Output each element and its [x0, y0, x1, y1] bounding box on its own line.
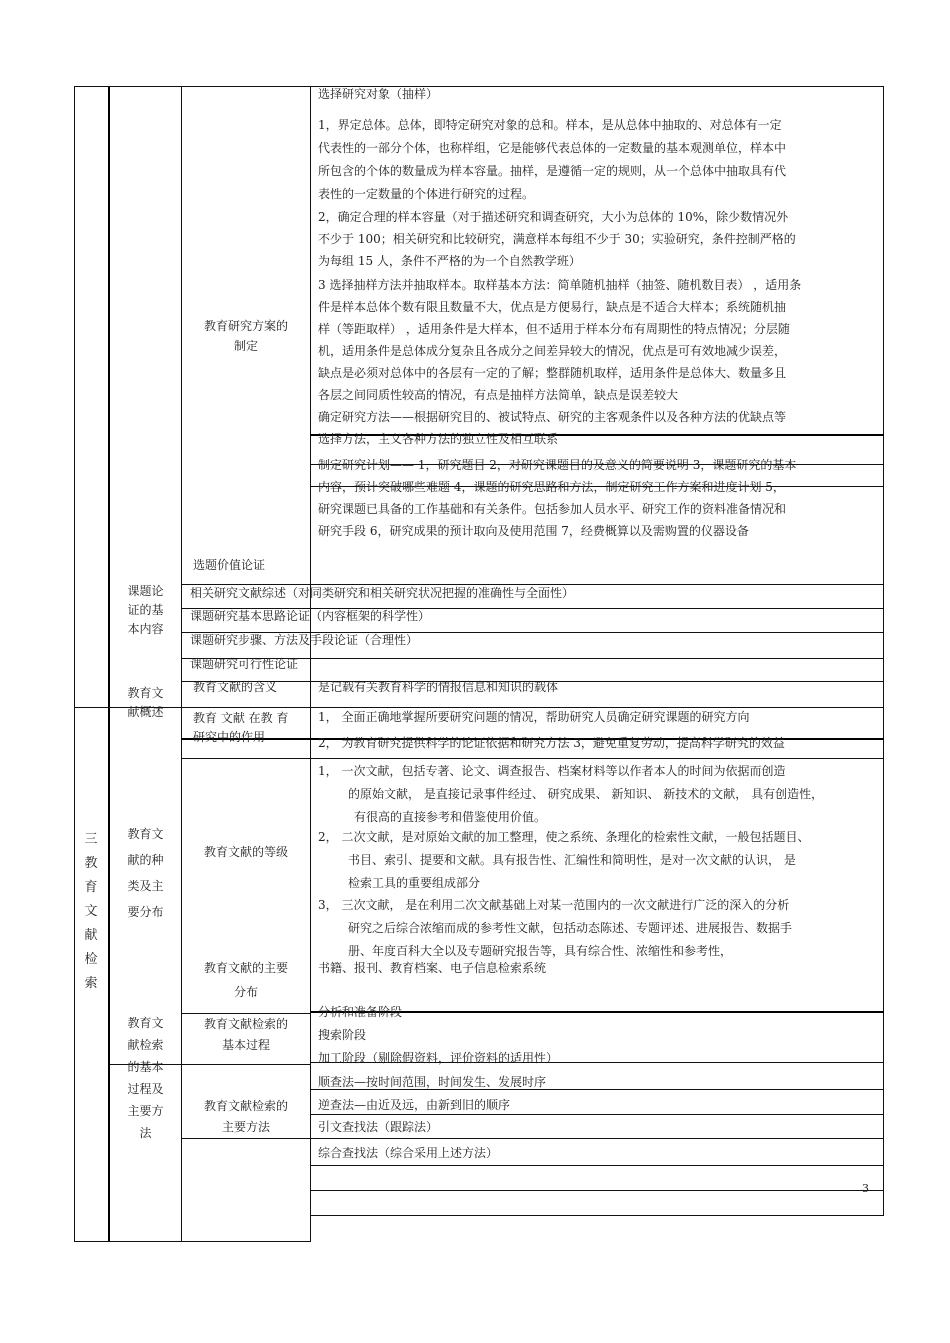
doc-role-2: 2， 为教育研究提供科学的论证依据和研究方法 3，避免重复劳动，提高科学研究的效益: [318, 736, 785, 750]
row-divider: [181, 584, 884, 585]
sampling-title: 选择研究对象（抽样）: [318, 87, 439, 101]
steps-item: 课题研究步骤、方法及手段论证（合理性）: [190, 633, 419, 647]
row-divider: [310, 1114, 884, 1115]
table-col-divider: [181, 86, 182, 1242]
sampling-step-1: 1，界定总体。总体，即特定研究对象的总和。样本，是从总体中抽取的、对总体有一定 代表性的一部分个体，也称样组，它是能够代表总体的一定数量的基本观测单位，样本中 所包含的个体的数量成为样本容量。抽样，是遵循一定的规则，从一个总体中抽取具有代 表性的一定数量的个体进行研究的过程。: [318, 118, 787, 201]
label-value-argument: 选题价值论证: [193, 558, 266, 572]
section-title: 三 教 育 文 献 检 索: [84, 832, 98, 991]
page-number: 3: [862, 1182, 869, 1195]
label-plan-design: 教育研究方案的 制定: [203, 319, 288, 353]
method-combined: 综合查找法（综合采用上述方法）: [318, 1146, 499, 1160]
doc-role-1: 1， 全面正确地掌握所要研究问题的情况，帮助研究人员确定研究课题的研究方向: [318, 710, 750, 724]
feasibility-item: 课题研究可行性论证: [190, 657, 299, 671]
label-doc-meaning: 教育文献的含义: [193, 680, 278, 694]
doc-level-3: 3， 三次文献， 是在利用二次文献基础上对某一范围内的一次文献进行广泛的深入的分析 研究之后综合浓缩而成的参考性文献，包括动态陈述、专题评述、进展报告、数据手 册、年度百科大全以及专题研究报告等，具有综合性、浓缩性和参考性，: [318, 898, 793, 958]
row-divider: [310, 1190, 884, 1191]
doc-meaning-text: 是记载有关教育科学的情报信息和知识的载体: [318, 680, 559, 694]
row-divider: [181, 1138, 884, 1139]
sampling-step-3: 3 选择抽样方法并抽取样本。取样基本方法：简单随机抽样（抽签、随机数目表） ，适用条 件是样本总体个数有限且数量不大，优点是方便易行，缺点是不适合大样本；系统随机抽 样（等距取样） ，适用条件是大样本，但不适用于样本分布有周期性的特点情况；分层随 机，适用条件是总体成分复杂且各成分之间差异较大的情况，优点是可有效地减少误差， 缺点是必须对总体中的各层有一定的了解；整群随机取样，适用条件是总体大、数量多且 各层之间同质性较高的情况，有点是抽样方法简单，缺点是误差较大: [318, 278, 802, 402]
sampling-step-2: 2，确定合理的样本容量（对于描述研究和调查研究，大小为总体的 10%，除少数情况外 不少于 100；相关研究和比较研究，满意样本每组不少于 30；实验研究，条件控制严格的 为每组 15 人，条件不严格的为一个自然教学班）: [318, 210, 796, 268]
method-citation: 引文查找法（跟踪法）: [318, 1120, 439, 1134]
process-stage-1: 分析和准备阶段: [318, 1005, 403, 1019]
method-backward: 逆查法—由近及远，由新到旧的顺序: [318, 1098, 511, 1112]
research-plan: 制定研究计划—— 1，研究题目 2，对研究课题目的及意义的简要说明 3，课题研究的基本 内容，预计突破哪些难题 4，课题的研究思路和方法，制定研究工作方案和进度计划 5， 研究课题已具备的工作基础和有关条件。包括参加人员水平、研究工作的资料准备情况和 研究手段 6，研究成果的预计取向及使用范围 7，经费概算以及需购置的仪器设备: [318, 458, 797, 538]
row-divider: [181, 758, 884, 759]
table-border-bottom: [74, 1241, 311, 1242]
label-doc-distribution: 教育文献的主要 分布: [203, 961, 288, 999]
label-retrieval-process: 教育文献检索的 基本过程: [203, 1017, 288, 1052]
label-doc-role: 教育 文献 在教 育 研究中的作用: [193, 711, 289, 744]
process-stage-2: 搜索阶段: [318, 1028, 367, 1042]
row-divider: [310, 1215, 884, 1216]
row-divider: [310, 1089, 884, 1090]
doc-level-1: 1， 一次文献，包括专著、论文、调查报告、档案材料等以作者本人的时间为依据而创造 的原始文献， 是直接记录事件经过、 研究成果、 新知识、 新技术的文献， 具有创造性， 有很高的直接参考和借鉴使用价值。: [318, 764, 824, 824]
label-doc-overview: 教育文 献概述: [127, 686, 164, 719]
research-method: 确定研究方法——根据研究目的、被试特点、研究的主客观条件以及各种方法的优缺点等 选择方法，主义各种方法的独立性及相互联系: [318, 410, 787, 446]
method-forward: 顺查法—按时间范围，时间发生、发展时序: [318, 1075, 547, 1089]
doc-level-2: 2， 二次文献，是对原始文献的加工整理，使之系统、条理化的检索性文献，一般包括题目、 书目、索引、提要和文献。具有报告性、汇编性和简明性，是对一次文献的认识， 是 检索工具的重要组成部分: [318, 830, 810, 890]
table-border-top: [74, 86, 884, 87]
section-divider: [74, 707, 884, 708]
label-retrieval-main: 教育文 献检索 的基本 过程及 主要方 法: [127, 1016, 164, 1140]
doc-distribution-text: 书籍、报刊、教育档案、电子信息检索系统: [318, 961, 547, 975]
label-doc-levels: 教育文献的等级: [203, 845, 288, 859]
review-item: 相关研究文献综述（对同类研究和相关研究状况把握的准确性与全面性）: [190, 586, 575, 600]
row-divider: [310, 1165, 884, 1166]
table-border-right: [883, 86, 884, 1216]
process-stage-3: 加工阶段（剔除假资料，评价资料的适用性）: [318, 1051, 559, 1065]
label-retrieval-methods: 教育文献检索的 主要方法: [203, 1099, 288, 1134]
table-border-left: [74, 86, 75, 1242]
label-doc-types: 教育文 献的种 类及主 要分布: [127, 827, 164, 919]
table-col-divider: [310, 86, 311, 1242]
idea-item: 课题研究基本思路论证（内容框架的科学性）: [190, 609, 431, 623]
label-basic-content: 课题论 证的基 本内容: [127, 584, 164, 636]
